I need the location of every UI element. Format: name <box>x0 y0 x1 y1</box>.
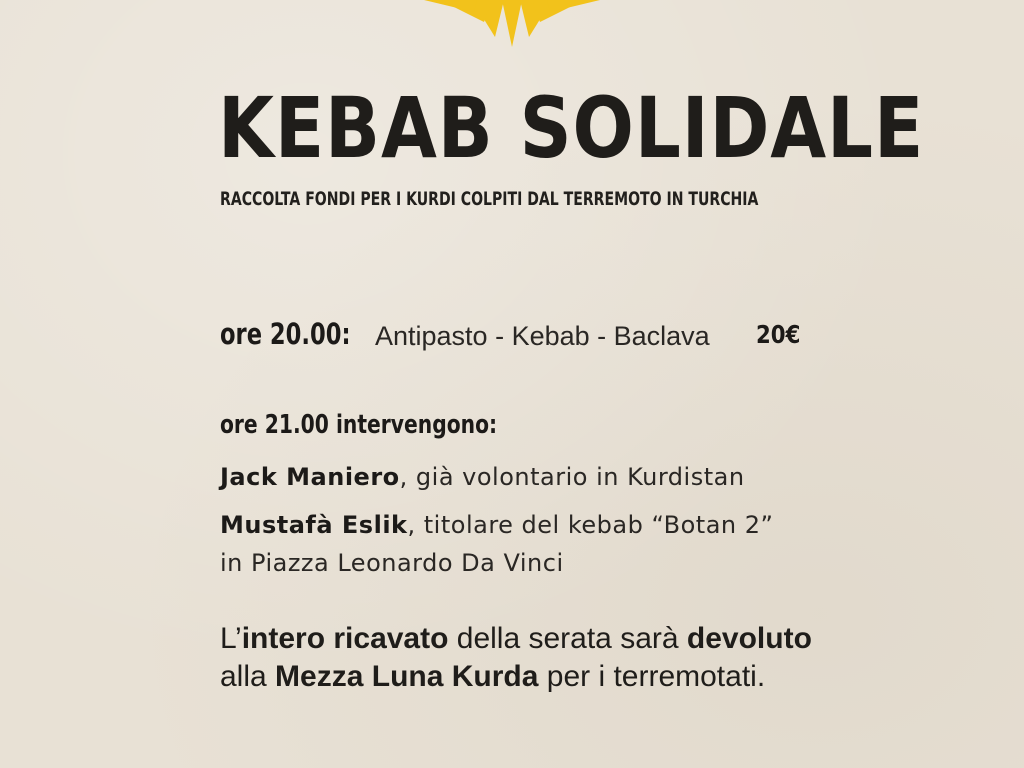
speaker-2-name: Mustafà Eslik <box>220 511 408 539</box>
speaker-1-name: Jack Maniero <box>220 463 400 491</box>
talks-time-row <box>220 408 575 442</box>
speaker-1-description: , già volontario in Kurdistan <box>399 463 745 491</box>
closing-bold-2: devoluto <box>686 622 812 655</box>
closing-text-1: L’ <box>220 622 242 655</box>
poster-title: KEBAB SOLIDALE <box>218 79 925 177</box>
poster-subtitle: RACCOLTA FONDI PER I KURDI COLPITI DAL TERREMOTO IN TURCHIA <box>220 188 759 210</box>
speaker-2-location: in Piazza Leonardo Da Vinci <box>220 549 564 577</box>
speaker-1 <box>220 461 745 493</box>
speaker-2 <box>220 509 773 541</box>
closing-text-3: alla <box>220 660 276 693</box>
closing-statement <box>220 620 820 696</box>
menu-time-row <box>220 316 387 352</box>
talks-time-label: ore 21.00 intervengono: <box>220 410 498 440</box>
menu-items: Antipasto - Kebab - Baclava <box>375 321 710 351</box>
closing-bold-1: intero ricavato <box>241 622 449 655</box>
sun-rays-icon <box>422 0 602 50</box>
menu-price: 20€ <box>756 320 801 349</box>
closing-text-4: per i terremotati. <box>538 660 766 693</box>
closing-bold-3: Mezza Luna Kurda <box>275 660 539 693</box>
closing-text-2: della serata sarà <box>448 622 687 655</box>
menu-time-label: ore 20.00: <box>220 317 351 351</box>
speaker-2-description: , titolare del kebab “Botan 2” <box>407 511 774 539</box>
